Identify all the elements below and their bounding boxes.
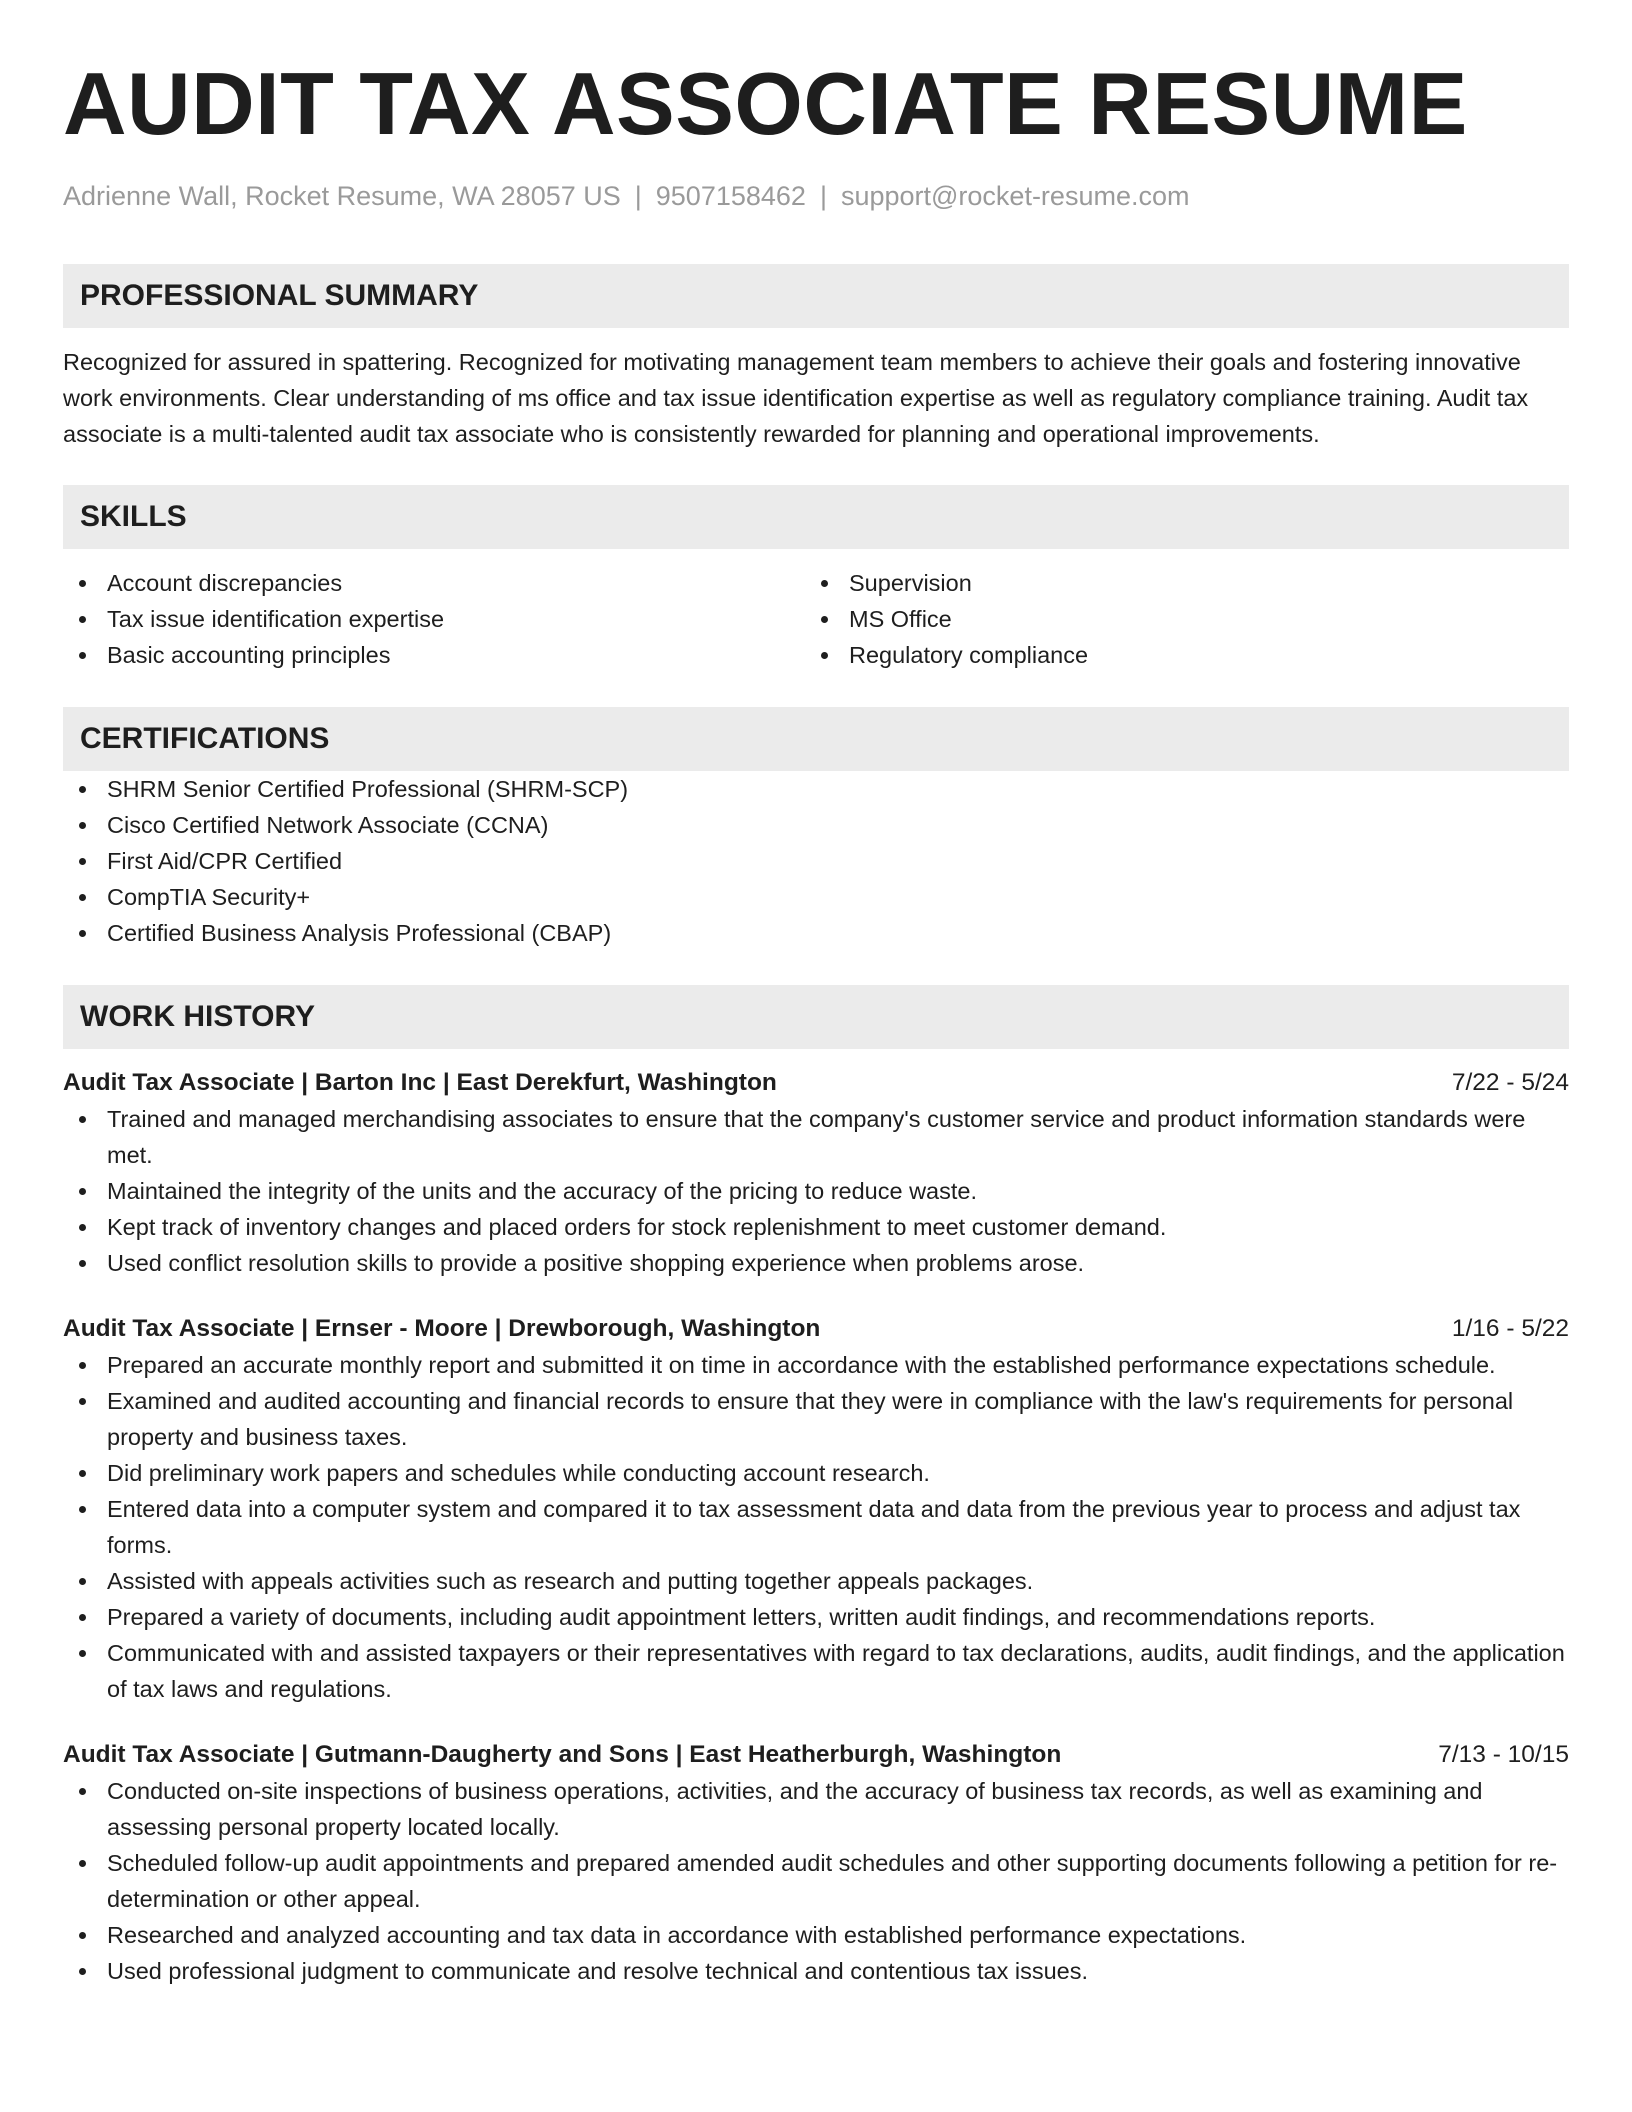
job-header: [63, 1311, 1569, 1347]
contact-phone: 9507158462: [655, 181, 806, 211]
skills-column-right: [805, 565, 1547, 673]
skill-item: Basic accounting principles: [63, 637, 805, 673]
contact-line: [63, 178, 1569, 214]
job-bullet: Used professional judgment to communicate and resolve technical and contentious tax issues.: [63, 1953, 1569, 1989]
job-bullet: Kept track of inventory changes and placed orders for stock replenishment to meet customer demand.: [63, 1209, 1569, 1245]
certification-item: SHRM Senior Certified Professional (SHRM-SCP): [63, 771, 1569, 807]
section-header-certifications: CERTIFICATIONS: [63, 707, 1569, 771]
contact-address: Adrienne Wall, Rocket Resume, WA 28057 US: [63, 181, 621, 211]
job-dates: 1/16 - 5/22: [1451, 1315, 1569, 1342]
contact-email: support@rocket-resume.com: [840, 181, 1190, 211]
job-header: [63, 1737, 1569, 1773]
skill-item: Regulatory compliance: [805, 637, 1547, 673]
job-bullet: Maintained the integrity of the units and the accuracy of the pricing to reduce waste.: [63, 1173, 1569, 1209]
section-header-work-history: WORK HISTORY: [63, 985, 1569, 1049]
certification-item: CompTIA Security+: [63, 879, 1569, 915]
skill-item: Tax issue identification expertise: [63, 601, 805, 637]
skill-item: MS Office: [805, 601, 1547, 637]
section-header-summary: PROFESSIONAL SUMMARY: [63, 264, 1569, 328]
skills-list: [63, 565, 1569, 673]
job-bullet: Conducted on-site inspections of business operations, activities, and the accuracy of business tax records, as well as examining and assessing personal property located locally.: [63, 1773, 1569, 1845]
job-dates: 7/22 - 5/24: [1451, 1069, 1569, 1096]
job-bullets: [63, 1347, 1569, 1707]
skills-column-left: [63, 565, 805, 673]
certification-item: First Aid/CPR Certified: [63, 843, 1569, 879]
skill-item: Account discrepancies: [63, 565, 805, 601]
job-bullet: Prepared an accurate monthly report and submitted it on time in accordance with the established performance expectations schedule.: [63, 1347, 1569, 1383]
job-entry: [63, 1065, 1569, 1281]
job-entry: [63, 1311, 1569, 1707]
skill-item: Supervision: [805, 565, 1547, 601]
job-bullet: Trained and managed merchandising associates to ensure that the company's customer service and product information standards were met.: [63, 1101, 1569, 1173]
job-bullet: Communicated with and assisted taxpayers or their representatives with regard to tax declarations, audits, audit findings, and the application of tax laws and regulations.: [63, 1635, 1569, 1707]
job-bullet: Used conflict resolution skills to provide a positive shopping experience when problems arose.: [63, 1245, 1569, 1281]
job-dates: 7/13 - 10/15: [1438, 1741, 1569, 1768]
section-header-skills: SKILLS: [63, 485, 1569, 549]
job-bullets: [63, 1773, 1569, 1989]
job-bullet: Scheduled follow-up audit appointments and prepared amended audit schedules and other supporting documents following a petition for re-determination or other appeal.: [63, 1845, 1569, 1917]
job-bullets: [63, 1101, 1569, 1281]
resume-title: AUDIT TAX ASSOCIATE RESUME: [63, 54, 1468, 153]
summary-text: Recognized for assured in spattering. Recognized for motivating management team members to achieve their goals and fostering innovative work environments. Clear understanding of ms office and tax issue identification expertise as well as regulatory compliance training. Audit tax associate is a multi-talented audit tax associate who is consistently rewarded for planning and operational improvements.: [63, 349, 1529, 447]
job-title: Audit Tax Associate | Ernser - Moore | Drewborough, Washington: [63, 1315, 821, 1342]
job-bullet: Researched and analyzed accounting and tax data in accordance with established performance expectations.: [63, 1917, 1569, 1953]
job-bullet: Prepared a variety of documents, including audit appointment letters, written audit findings, and recommendations reports.: [63, 1599, 1569, 1635]
job-bullet: Examined and audited accounting and financial records to ensure that they were in compliance with the law's requirements for personal property and business taxes.: [63, 1383, 1569, 1455]
contact-separator: |: [634, 181, 642, 211]
job-header: [63, 1065, 1569, 1101]
job-bullet: Entered data into a computer system and compared it to tax assessment data and data from the previous year to process and adjust tax forms.: [63, 1491, 1569, 1563]
certification-item: Certified Business Analysis Professional (CBAP): [63, 915, 1569, 951]
certifications-list: [63, 771, 1569, 951]
job-title: Audit Tax Associate | Gutmann-Daugherty and Sons | East Heatherburgh, Washington: [63, 1741, 1062, 1768]
job-bullet: Did preliminary work papers and schedules while conducting account research.: [63, 1455, 1569, 1491]
job-title: Audit Tax Associate | Barton Inc | East Derekfurt, Washington: [63, 1069, 777, 1096]
job-entry: [63, 1737, 1569, 1989]
job-bullet: Assisted with appeals activities such as research and putting together appeals packages.: [63, 1563, 1569, 1599]
contact-separator: |: [819, 181, 827, 211]
certification-item: Cisco Certified Network Associate (CCNA): [63, 807, 1569, 843]
